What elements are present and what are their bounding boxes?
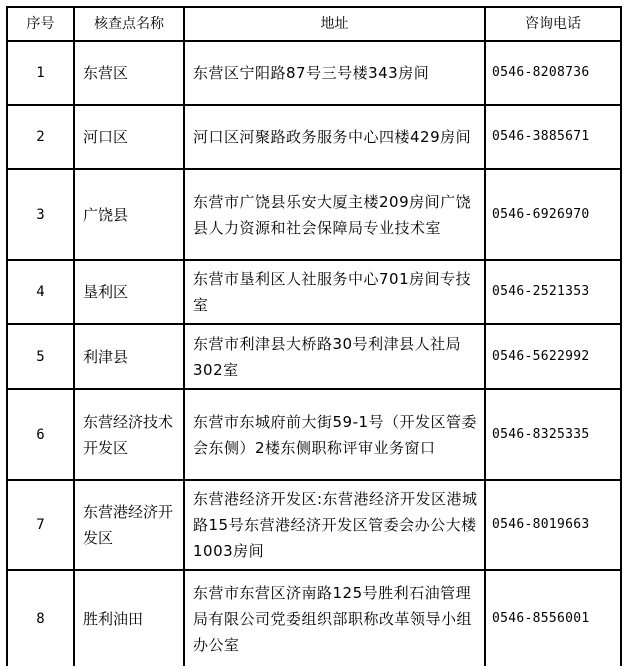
header-phone: 咨询电话 <box>485 7 621 41</box>
cell-name: 东营港经济开发区 <box>74 480 184 570</box>
cell-address: 东营区宁阳路87号三号楼343房间 <box>184 41 485 105</box>
table-row <box>7 324 621 389</box>
cell-seq: 7 <box>7 480 74 570</box>
header-address: 地址 <box>184 7 485 41</box>
cell-phone: 0546-6926970 <box>485 169 621 260</box>
cell-address: 东营港经济开发区:东营港经济开发区港城路15号东营港经济开发区管委会办公大楼1003房间 <box>184 480 485 570</box>
cell-name: 胜利油田 <box>74 570 184 666</box>
cell-phone: 0546-8325335 <box>485 389 621 480</box>
table-row <box>7 105 621 169</box>
cell-phone: 0546-8556001 <box>485 570 621 666</box>
cell-address: 河口区河聚路政务服务中心四楼429房间 <box>184 105 485 169</box>
cell-address: 东营市广饶县乐安大厦主楼209房间广饶县人力资源和社会保障局专业技术室 <box>184 169 485 260</box>
table-header-row <box>7 7 621 41</box>
cell-name: 垦利区 <box>74 260 184 324</box>
cell-phone: 0546-8208736 <box>485 41 621 105</box>
cell-address: 东营市垦利区人社服务中心701房间专技室 <box>184 260 485 324</box>
cell-phone: 0546-2521353 <box>485 260 621 324</box>
table-row <box>7 169 621 260</box>
verification-sites-table-container <box>6 6 620 666</box>
cell-name: 东营区 <box>74 41 184 105</box>
table-row <box>7 570 621 666</box>
header-seq: 序号 <box>7 7 74 41</box>
cell-seq: 5 <box>7 324 74 389</box>
header-name: 核查点名称 <box>74 7 184 41</box>
cell-seq: 4 <box>7 260 74 324</box>
cell-seq: 2 <box>7 105 74 169</box>
verification-sites-table <box>6 6 622 666</box>
cell-name: 东营经济技术开发区 <box>74 389 184 480</box>
cell-address: 东营市利津县大桥路30号利津县人社局302室 <box>184 324 485 389</box>
cell-phone: 0546-8019663 <box>485 480 621 570</box>
cell-address: 东营市东营区济南路125号胜利石油管理局有限公司党委组织部职称改革领导小组办公室 <box>184 570 485 666</box>
cell-name: 河口区 <box>74 105 184 169</box>
table-row <box>7 480 621 570</box>
cell-name: 利津县 <box>74 324 184 389</box>
cell-phone: 0546-5622992 <box>485 324 621 389</box>
cell-name: 广饶县 <box>74 169 184 260</box>
cell-seq: 3 <box>7 169 74 260</box>
cell-phone: 0546-3885671 <box>485 105 621 169</box>
cell-seq: 1 <box>7 41 74 105</box>
table-row <box>7 260 621 324</box>
table-row <box>7 389 621 480</box>
table-row <box>7 41 621 105</box>
cell-seq: 8 <box>7 570 74 666</box>
cell-address: 东营市东城府前大街59-1号（开发区管委会东侧）2楼东侧职称评审业务窗口 <box>184 389 485 480</box>
cell-seq: 6 <box>7 389 74 480</box>
